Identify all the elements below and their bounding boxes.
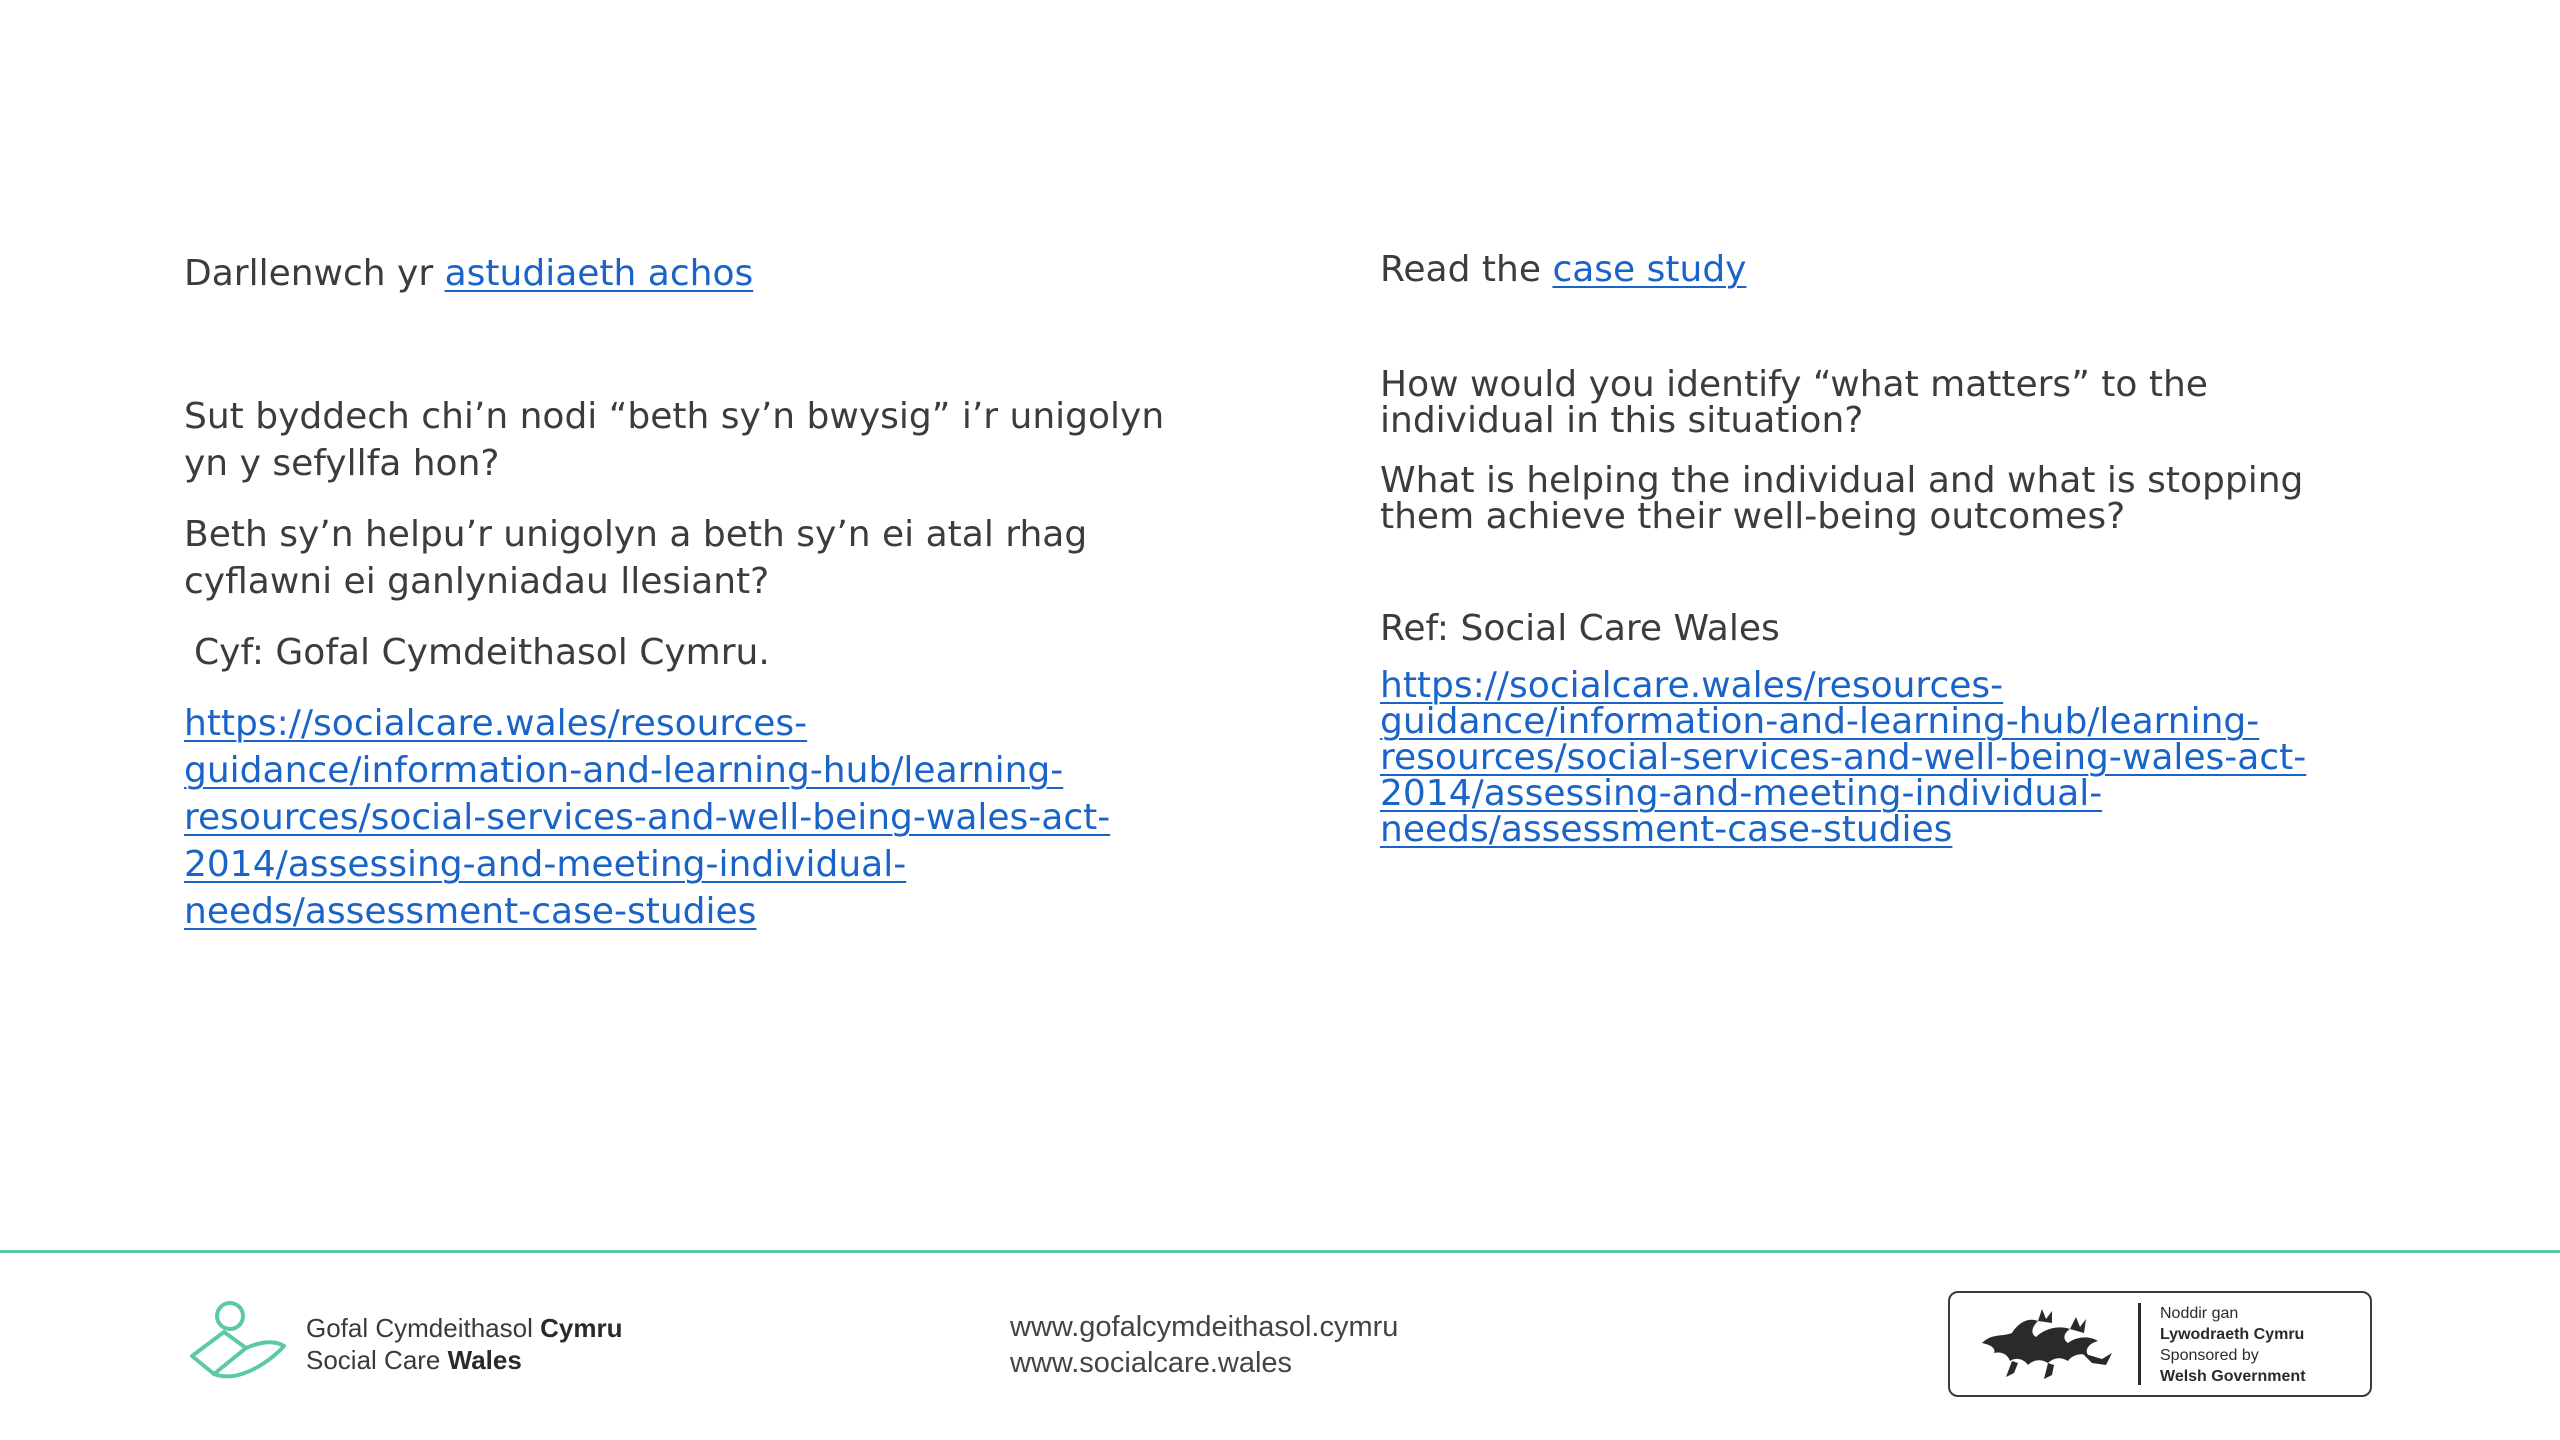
welsh-dragon-icon: [1972, 1303, 2122, 1385]
welsh-intro-prefix: Darllenwch yr: [184, 253, 434, 294]
welsh-question-1: Sut byddech chi’n nodi “beth sy’n bwysig” i’r unigolyn yn y sefyllfa hon?: [184, 396, 1165, 484]
footer-url-english[interactable]: www.socialcare.wales: [1010, 1347, 1293, 1379]
footer: [0, 1253, 2560, 1440]
sponsor-badge-divider: [2138, 1303, 2141, 1385]
social-care-wales-logo-text: Gofal Cymdeithasol Cymru Social Care Wales: [306, 1313, 623, 1375]
welsh-question-2: Beth sy’n helpu’r unigolyn a beth sy’n ei atal rhag cyflawni ei ganlyniadau llesiant?: [184, 514, 1088, 602]
english-intro: [1380, 246, 2390, 293]
welsh-url-paragraph: [184, 700, 1184, 935]
welsh-resource-url-link[interactable]: https://socialcare.wales/resources-guidance/information-and-learning-hub/learning-resources/social-services-and-well-being-wales-act-2014/assessing-and-meeting-individual-needs/assessment-case-studies: [184, 703, 1111, 932]
english-question-2: What is helping the individual and what is stopping them achieve their well-being outcomes?: [1380, 460, 2304, 537]
footer-urls: [1010, 1309, 1398, 1381]
welsh-intro: [184, 250, 1184, 297]
welsh-column: [184, 240, 1184, 935]
english-reference: Ref: Social Care Wales: [1380, 608, 1780, 649]
welsh-reference: Cyf: Gofal Cymdeithasol Cymru.: [194, 632, 770, 673]
english-url-paragraph: [1380, 665, 2390, 850]
english-question-1: How would you identify “what matters” to the individual in this situation?: [1380, 364, 2208, 441]
social-care-wales-logo-icon: [184, 1298, 294, 1388]
english-resource-url-link[interactable]: https://socialcare.wales/resources-guidance/information-and-learning-hub/learning-resources/social-services-and-well-being-wales-act-2014/assessing-and-meeting-individual-needs/assessment-case-studies: [1380, 665, 2307, 850]
english-column: [1380, 240, 2390, 848]
footer-url-welsh[interactable]: www.gofalcymdeithasol.cymru: [1010, 1311, 1399, 1343]
sponsor-badge-text: Noddir gan Lywodraeth Cymru Sponsored by Welsh Government: [2160, 1305, 2306, 1385]
welsh-government-sponsor-badge: [1948, 1291, 2372, 1397]
social-care-wales-logo: [184, 1298, 724, 1388]
welsh-case-study-link[interactable]: astudiaeth achos: [444, 253, 754, 294]
english-intro-prefix: Read the: [1380, 249, 1541, 290]
english-case-study-link[interactable]: case study: [1552, 249, 1747, 290]
